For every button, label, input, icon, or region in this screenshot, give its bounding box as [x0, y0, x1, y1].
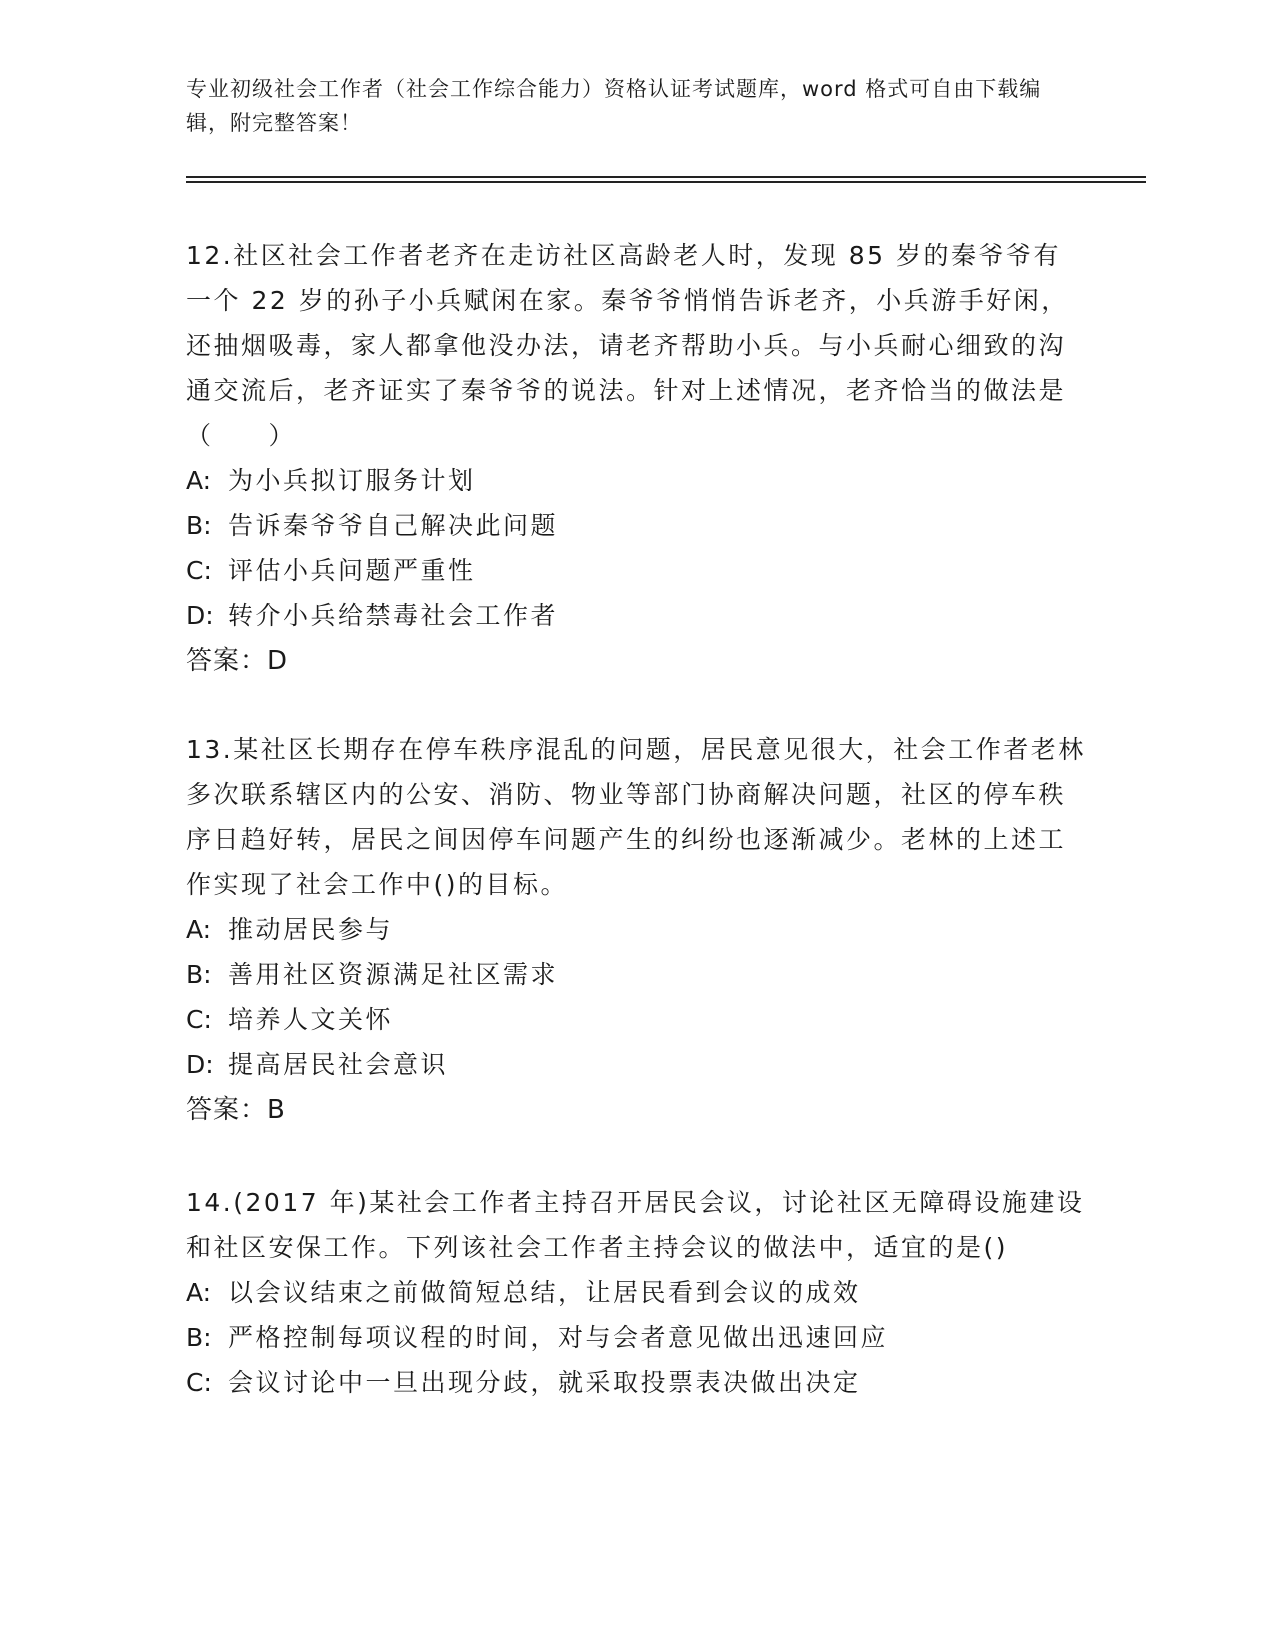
- option-text: 推动居民参与: [228, 915, 394, 944]
- question-stem: 13.某社区长期存在停车秩序混乱的问题，居民意见很大，社会工作者老林多次联系辖区内的公安、消防、物业等部门协商解决问题，社区的停车秩序日趋好转，居民之间因停车问题产生的纠纷也逐渐减少。老林的上述工作实现了社会工作中()的目标。: [186, 735, 1086, 899]
- option-letter: C:: [186, 1368, 212, 1397]
- question-stem: 14.(2017 年)某社会工作者主持召开居民会议，讨论社区无障碍设施建设和社区安保工作。下列该社会工作者主持会议的做法中，适宜的是(): [186, 1188, 1085, 1262]
- option-text: 会议讨论中一旦出现分歧，就采取投票表决做出决定: [228, 1368, 861, 1397]
- option-text: 告诉秦爷爷自己解决此问题: [228, 511, 559, 540]
- option-text: 为小兵拟订服务计划: [228, 466, 476, 495]
- question-13: [186, 727, 1086, 1133]
- option-c: [186, 1360, 1086, 1405]
- option-letter: D:: [186, 601, 214, 630]
- option-letter: B:: [186, 511, 212, 540]
- option-letter: D:: [186, 1050, 214, 1079]
- option-letter: A:: [186, 466, 212, 495]
- header-divider-top: [186, 176, 1146, 178]
- question-12: [186, 233, 1086, 684]
- question-14: [186, 1180, 1086, 1405]
- document-header: 专业初级社会工作者（社会工作综合能力）资格认证考试题库，word 格式可自由下载编辑，附完整答案！: [186, 77, 1042, 135]
- option-c: [186, 997, 1086, 1042]
- option-d: [186, 593, 1086, 638]
- header-divider-bottom: [186, 181, 1146, 183]
- answer-line: 答案：B: [186, 1095, 286, 1125]
- option-text: 善用社区资源满足社区需求: [228, 960, 559, 989]
- option-text: 培养人文关怀: [228, 1005, 394, 1034]
- option-d: [186, 1042, 1086, 1087]
- option-text: 以会议结束之前做简短总结，让居民看到会议的成效: [228, 1278, 861, 1307]
- option-c: [186, 548, 1086, 593]
- option-text: 转介小兵给禁毒社会工作者: [228, 601, 559, 630]
- option-letter: B:: [186, 1323, 212, 1352]
- option-letter: A:: [186, 915, 212, 944]
- option-letter: A:: [186, 1278, 212, 1307]
- answer-line: 答案：D: [186, 646, 289, 676]
- option-letter: C:: [186, 556, 212, 585]
- option-a: [186, 458, 1086, 503]
- option-text: 评估小兵问题严重性: [228, 556, 476, 585]
- option-a: [186, 907, 1086, 952]
- option-b: [186, 1315, 1086, 1360]
- option-letter: B:: [186, 960, 212, 989]
- question-stem: 12.社区社会工作者老齐在走访社区高龄老人时，发现 85 岁的秦爷爷有一个 22 岁的孙子小兵赋闲在家。秦爷爷悄悄告诉老齐，小兵游手好闲，还抽烟吸毒，家人都拿他没办法，请老齐帮助小兵。与小兵耐心细致的沟通交流后，老齐证实了秦爷爷的说法。针对上述情况，老齐恰当的做法是（ ）: [186, 241, 1069, 450]
- option-a: [186, 1270, 1086, 1315]
- option-text: 严格控制每项议程的时间，对与会者意见做出迅速回应: [228, 1323, 889, 1352]
- option-text: 提高居民社会意识: [228, 1050, 449, 1079]
- option-b: [186, 952, 1086, 997]
- option-letter: C:: [186, 1005, 212, 1034]
- option-b: [186, 503, 1086, 548]
